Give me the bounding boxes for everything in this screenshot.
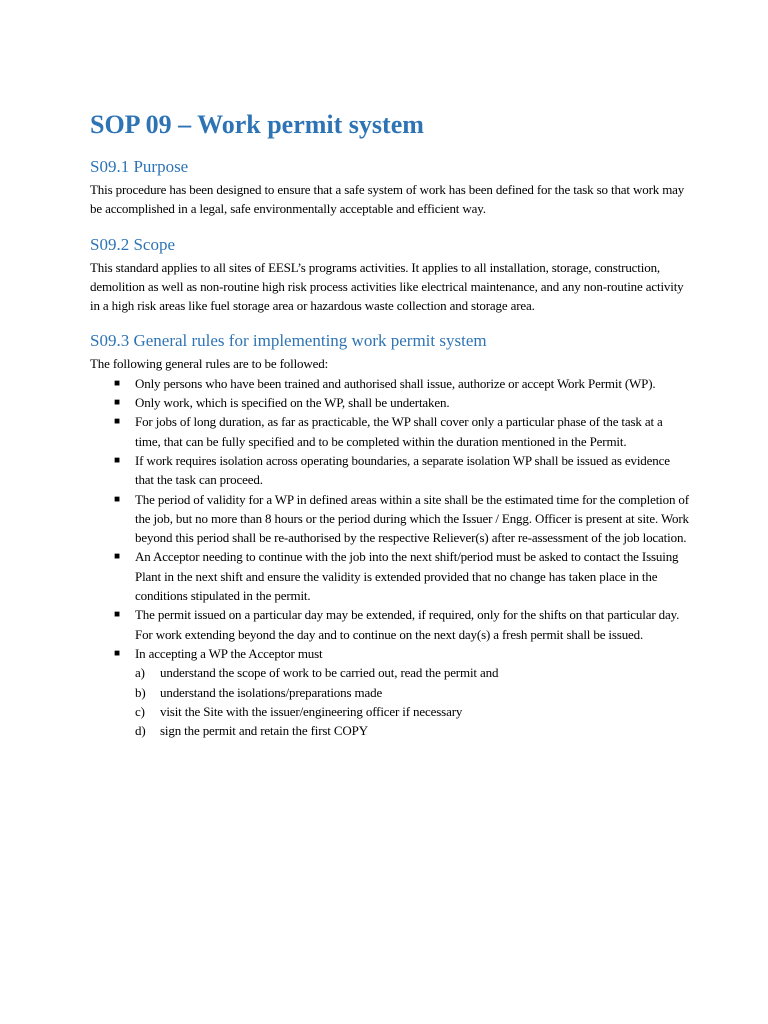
- scope-text: This standard applies to all sites of EESL’s programs activities. It applies to all installation, storage, construction, demolition as well as non-routine high risk process activities like electrical maintenance, and any non-routine activity in a high risk areas like fuel storage area or hazardous waste collection and storage area.: [90, 259, 684, 314]
- bullet-square-icon: ■: [114, 609, 120, 621]
- rules-list: [90, 374, 690, 741]
- purpose-heading: S09.1 Purpose: [90, 157, 189, 176]
- purpose-text: This procedure has been designed to ensure that a safe system of work has been defined for the task so that work may be accomplished in a legal, safe environmentally acceptable and efficient way.: [90, 182, 685, 217]
- sub-list-item: [135, 663, 690, 682]
- bullet-square-icon: ■: [114, 397, 120, 409]
- sub-item-marker: a): [135, 665, 145, 681]
- rule-item: [90, 644, 690, 740]
- rule-item: [90, 490, 690, 548]
- rule-item: [90, 393, 690, 412]
- rule-item: [90, 374, 690, 393]
- document-page: [90, 108, 690, 740]
- rule-text: For jobs of long duration, as far as practicable, the WP shall cover only a particular phase of the task at a time, that can be fully specified and to be completed within the duration mentioned in the Permit.: [135, 414, 663, 449]
- sub-item-marker: c): [135, 703, 145, 719]
- rule-text: An Acceptor needing to continue with the job into the next shift/period must be asked to contact the Issuing Plant in the next shift and ensure the validity is extended provided that no change has taken place in the conditions stipulated in the permit.: [135, 549, 679, 604]
- rules-intro: The following general rules are to be followed:: [90, 356, 329, 372]
- sub-list-item: [135, 683, 690, 702]
- sub-item-marker: b): [135, 684, 146, 700]
- sub-item-marker: d): [135, 723, 146, 739]
- rule-text: In accepting a WP the Acceptor must: [135, 645, 323, 661]
- bullet-square-icon: ■: [114, 416, 120, 428]
- sub-item-text: understand the isolations/preparations made: [160, 684, 383, 700]
- purpose-section: [90, 156, 690, 219]
- bullet-square-icon: ■: [114, 551, 120, 563]
- bullet-square-icon: ■: [114, 647, 120, 659]
- bullet-square-icon: ■: [114, 493, 120, 505]
- rule-text: If work requires isolation across operating boundaries, a separate isolation WP shall be issued as evidence that the task can proceed.: [135, 452, 670, 488]
- page-title: SOP 09 – Work permit system: [90, 110, 424, 139]
- rule-text: Only work, which is specified on the WP, shall be undertaken.: [135, 395, 450, 411]
- rule-text: The permit issued on a particular day may be extended, if required, only for the shifts on that particular day. For work extending beyond the day and to continue on the next day(s) a fresh permit shall be issued.: [135, 607, 680, 642]
- sub-list-item: [135, 721, 690, 740]
- bullet-square-icon: ■: [114, 454, 120, 466]
- rule-text: Only persons who have been trained and authorised shall issue, authorize or accept Work Permit (WP).: [135, 375, 656, 391]
- sub-item-text: sign the permit and retain the first COPY: [160, 723, 368, 739]
- rule-item: [90, 547, 690, 605]
- rule-text: The period of validity for a WP in defined areas within a site shall be the estimated time for the completion of the job, but no more than 8 hours or the period during which the Issuer / Engg. Officer is present at site. Work beyond this period shall be re-authorised by the respective Reliever(s) after re-assessment of the job location.: [135, 491, 689, 546]
- rule-item: [90, 451, 690, 490]
- scope-heading: S09.2 Scope: [90, 234, 175, 254]
- rule-item: [90, 605, 690, 644]
- rule-item: [90, 412, 690, 451]
- sub-item-text: visit the Site with the issuer/engineering officer if necessary: [160, 703, 463, 719]
- rules-heading: S09.3 General rules for implementing work permit system: [90, 331, 487, 351]
- sub-item-text: understand the scope of work to be carried out, read the permit and: [160, 665, 499, 681]
- acceptor-duties-list: [135, 663, 690, 740]
- rules-section: [90, 330, 690, 740]
- bullet-square-icon: ■: [114, 377, 120, 389]
- scope-section: [90, 234, 690, 316]
- sub-list-item: [135, 702, 690, 721]
